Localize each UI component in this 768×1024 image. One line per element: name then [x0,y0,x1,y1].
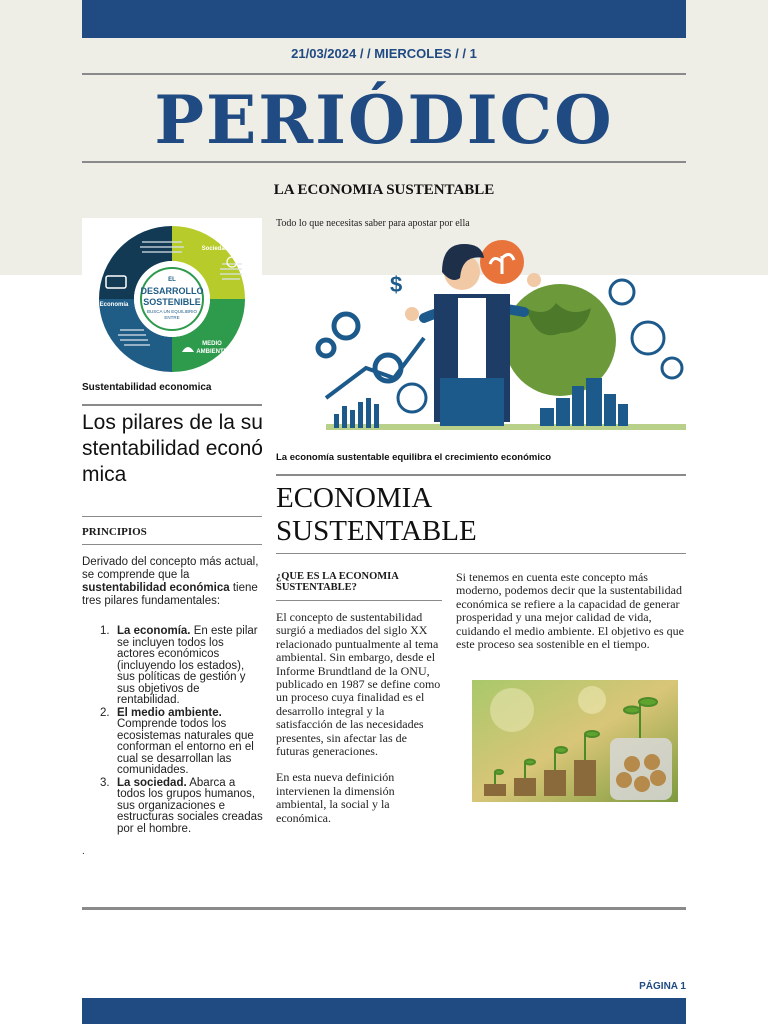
principios-subhead: PRINCIPIOS [82,526,147,538]
dollar-icon: $ [390,272,403,297]
intro-line: Todo lo que necesitas saber para apostar por ella [276,218,470,229]
intro-pre: Derivado del concepto más actual, se comprende que la [82,556,259,581]
coin-icon [610,280,634,304]
article-column-middle [276,611,442,838]
rule-under-caption [276,474,686,476]
diagram-sub-2: ENTRE [164,315,180,320]
rule-question [276,600,442,601]
sustainable-development-diagram [82,218,262,380]
pillars-caption: Sustentabilidad economica [82,382,212,393]
list-number: 3. [100,776,110,789]
list-text: En este pilar se incluyen todos los actores económicos (incluyendo los estados), sus políticas de gestión y sus objetivos de rentabilidad. [117,625,258,706]
list-item [100,708,264,777]
trailing-dot: . [82,846,85,857]
left-headline: Los pilares de la sustentabilidad económica [82,411,263,486]
paragraph-3: Si tenemos en cuenta este concepto más moderno, podemos decir que la sustentabilidad económica se refiere a la capacidad de generar prosperidad y una mejor calidad de vida, cuidando el medio ambiente. El objetivo es que este proceso sea sostenible en el tiempo. [456,570,684,652]
rule-top [82,73,686,75]
section-title: LA ECONOMIA SUSTENTABLE [273,182,495,198]
rule-bottom [82,907,686,910]
label-economia: Economía [99,302,129,308]
list-item [100,778,264,836]
world-icon [398,384,426,412]
dateline: 21/03/2024 / / MIERCOLES / / 1 [291,46,477,61]
list-item [100,626,264,707]
bar-chart-icon [334,398,379,428]
list-title: La economía. [117,625,191,637]
label-ambiente: AMBIENTE [196,349,228,355]
pillars-list [100,626,264,836]
page-number: PÁGINA 1 [639,981,686,992]
masthead: PERIÓDICO [154,81,614,159]
paragraph-2: En esta nueva definición intervienen la dimensión ambiental, la social y la económica. [276,770,395,825]
clock-icon [632,322,664,354]
list-number: 2. [100,706,110,719]
hero-caption: La economía sustentable equilibra el crecimiento económico [276,452,552,463]
list-text: Abarca a todos los grupos humanos, sus organizaciones e estructuras sociales creadas por el hombre. [117,776,263,835]
list-title: La sociedad. [117,776,187,789]
pillars-intro [82,556,264,608]
question-heading: ¿QUE ES LA ECONOMIA SUSTENTABLE? [276,571,399,593]
top-color-bar [82,0,686,38]
rule-article-headline [276,553,686,554]
coins-plant-photo [472,680,678,802]
label-medio: MEDIO [202,341,222,347]
paragraph-1: El concepto de sustentabilidad surgió a mediados del siglo XX relacionado puntualmente al tema ambiental. Sin embargo, desde el Informe Brundtland de la ONU, publicado en 1987 se define como un proceso cuya finalidad es el desarrollo integral y la satisfacción de las necesidades presentes, sin afectar las de futuras generaciones. [276,610,441,759]
check-icon [662,358,682,378]
diagram-sub-1: BUSCA UN EQUILIBRIO [146,309,198,314]
label-sociedad: Sociedad [201,246,229,252]
rule-left-caption [82,404,262,406]
intro-post: tiene tres pilares fundamentales: [82,582,258,607]
economy-illustration [306,228,686,436]
diagram-title-3: SOSTENIBLE [143,297,201,307]
rule-left-headline [82,516,262,517]
diagram-title-1: EL [168,277,176,283]
rule-under-masthead [82,161,686,163]
diagram-title-2: DESARROLLO [140,286,204,296]
list-number: 1. [100,625,110,637]
list-text: Comprende todos los ecosistemas naturales que conforman el entorno en el cual se desarrollan las comunidades. [117,718,254,776]
article-column-right [456,571,684,651]
intro-bold: sustentabilidad económica [82,582,230,594]
article-headline: ECONOMIA SUSTENTABLE [276,482,477,547]
bottom-color-bar [82,998,686,1024]
rule-principios [82,544,262,545]
list-title: El medio ambiente. [117,706,222,719]
